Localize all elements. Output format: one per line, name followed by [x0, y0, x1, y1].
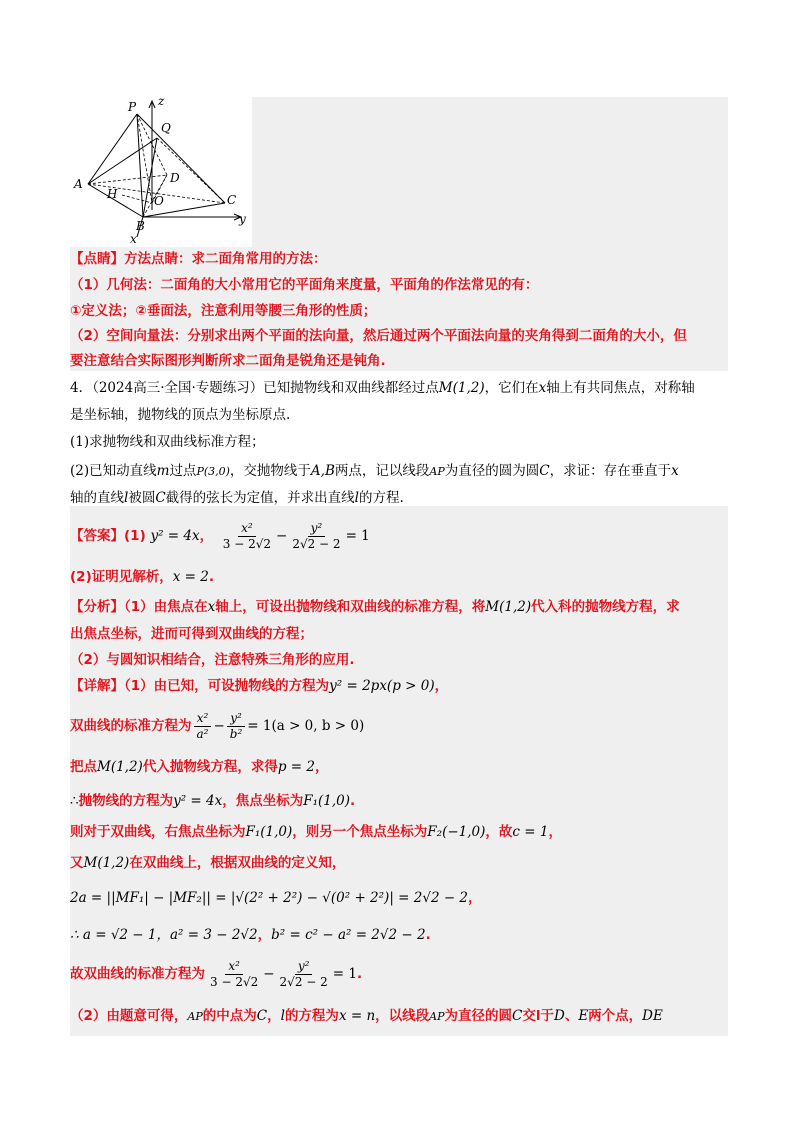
- analysis-line-1: 【分析】（1）由焦点在x轴上，可设出抛物线和双曲线的标准方程，将M(1,2)代入科的抛物线方程，求: [70, 599, 680, 615]
- edge-PA: [88, 114, 137, 184]
- figure-shade: [252, 97, 728, 247]
- edge-PC: [137, 114, 225, 203]
- label-H: H: [107, 187, 118, 201]
- answer-hyperbola-term-2: $\frac{\text{y²}}{2√2 - 2}$: [292, 520, 341, 551]
- detail-tag: 【详解】: [70, 678, 124, 694]
- label-x: x: [130, 232, 137, 245]
- method-line-2: ①定义法；②垂面法，注意利用等腰三角形的性质；: [70, 303, 377, 319]
- method-heading-text: 方法点睛：求二面角常用的方法：: [124, 251, 327, 267]
- method-tag: 【点睛】: [70, 251, 124, 267]
- line-HO: [122, 195, 152, 203]
- detail-line-5: 则对于双曲线，右焦点坐标为F₁(1,0)，则另一个焦点坐标为F₂(−1,0)，故c = 1，: [70, 824, 562, 840]
- problem-part-1: (1)求抛物线和双曲线标准方程；: [70, 434, 265, 450]
- answer-line-2: (2)证明见解析，x = 2.: [70, 569, 214, 585]
- edge-QA: [88, 138, 157, 184]
- analysis-tag: 【分析】: [70, 599, 124, 615]
- problem-part-2-line-2: 轴的直线l被圆C截得的弦长为定值，并求出直线l的方程.: [70, 490, 404, 506]
- answer-tag: 【答案】: [70, 528, 124, 544]
- answer-hyperbola-term-1: $\frac{\text{x²}}{3 - 2√2}$: [222, 520, 272, 551]
- problem-number: 4．: [70, 380, 93, 396]
- point-M: M(1,2): [438, 380, 485, 396]
- answer-line-1: 【答案】(1) y² = 4x， $\frac{\text{x²}}{3 - 2√2}$ − $\frac{\text{y²}}{2√2 - 2}$ = 1: [70, 520, 370, 551]
- detail-line-8: ∴ a = √2 − 1，a² = 3 − 2√2，b² = c² − a² = 2√2 − 2.: [70, 927, 431, 943]
- method-heading: [70, 249, 327, 269]
- analysis-line-2: 出焦点坐标，进而可得到双曲线的方程；: [70, 626, 313, 642]
- problem-source: （2024高三·全国·专题练习）: [92, 380, 264, 396]
- pyramid-figure: [70, 95, 255, 245]
- label-D: D: [170, 171, 180, 185]
- problem-part-2: (2)已知动直线m过点P(3,0)，交抛物线于A,B两点，记以线段AP为直径的圆为圆C，求证：存在垂直于x: [70, 463, 679, 479]
- label-A: A: [74, 177, 83, 191]
- label-P: P: [128, 100, 137, 114]
- label-B: B: [136, 219, 145, 233]
- detail-line-10: （2）由题意可得，AP的中点为C，l的方程为x = n，以线段AP为直径的圆C交l于D、E两个点，DE: [70, 1008, 663, 1024]
- detail-line-1: 【详解】（1）由已知，可设抛物线的方程为y² = 2px(p > 0)，: [70, 678, 449, 694]
- answer-parabola: y² = 4x: [150, 528, 200, 544]
- detail-line-2: 双曲线的标准方程为 $\frac{\text{x²}}{\text{a²}}$ − $\frac{\text{y²}}{\text{b²}}$ = 1(a > 0, b > 0): [70, 710, 365, 741]
- detail-line-3: 把点M(1,2)代入抛物线方程，求得p = 2，: [70, 759, 329, 775]
- label-C: C: [227, 193, 237, 207]
- label-O: O: [154, 194, 164, 208]
- label-Q: Q: [161, 121, 171, 135]
- method-line-3: （2）空间向量法：分别求出两个平面的法向量，然后通过两个平面法向量的夹角得到二面角的大小，但: [70, 328, 687, 344]
- detail-line-6: 又M(1,2)在双曲线上，根据双曲线的定义知，: [70, 855, 346, 871]
- method-line-4: 要注意结合实际图形判断所求二面角是锐角还是钝角.: [70, 353, 386, 369]
- problem-line-1: 4．（2024高三·全国·专题练习）已知抛物线和双曲线都经过点M(1,2)，它们在x轴上有共同焦点，对称轴: [70, 380, 695, 396]
- detail-line-4: ∴抛物线的方程为y² = 4x，焦点坐标为F₁(1,0).: [70, 793, 356, 809]
- analysis-line-3: （2）与圆知识相结合，注意特殊三角形的应用.: [70, 652, 355, 668]
- method-line-1: （1）几何法：二面角的大小常用它的平面角来度量，平面角的作法常见的有：: [70, 277, 539, 293]
- detail-line-9: 故双曲线的标准方程为 $\frac{\text{x²}}{3 - 2√2}$ − $\frac{\text{y²}}{2√2 - 2}$ = 1.: [70, 958, 363, 989]
- detail-line-7: 2a = ||MF₁| − |MF₂|| = |√(2² + 2²) − √(0² + 2²)| = 2√2 − 2，: [70, 890, 482, 906]
- point-P: P(3,0): [196, 465, 230, 478]
- label-z: z: [158, 95, 165, 108]
- label-y: y: [239, 212, 246, 226]
- problem-line-2: 是坐标轴，抛物线的顶点为坐标原点.: [70, 407, 291, 423]
